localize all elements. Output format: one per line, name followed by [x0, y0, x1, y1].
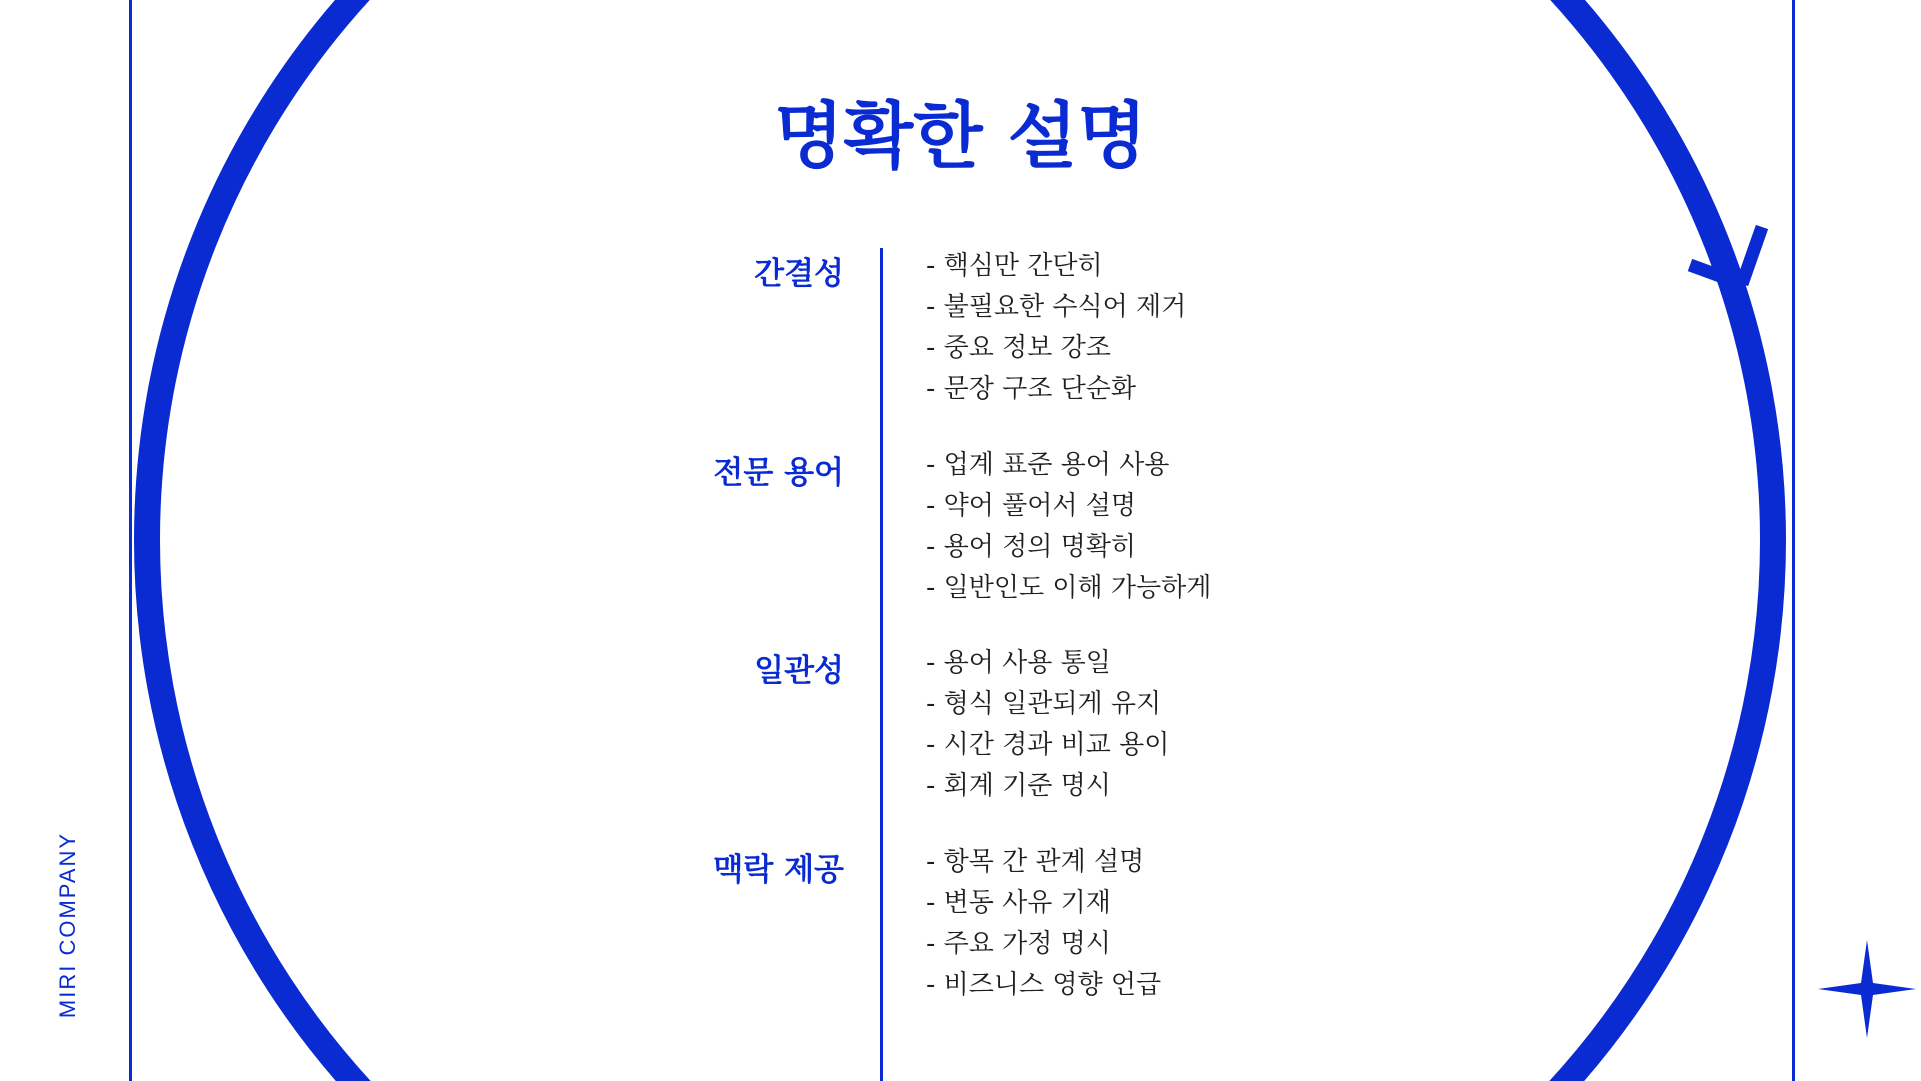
section-heading: 간결성	[754, 256, 844, 292]
list-item: - 주요 가정 명시	[926, 929, 1111, 959]
section-heading: 전문 용어	[713, 455, 844, 491]
list-item: - 용어 사용 통일	[926, 648, 1111, 678]
section-heading: 맥락 제공	[713, 852, 844, 888]
section-items	[926, 643, 1169, 807]
list-item: - 회계 기준 명시	[926, 771, 1111, 801]
section-items	[926, 842, 1161, 1006]
list-item: - 업계 표준 용어 사용	[926, 450, 1170, 480]
list-item: - 항목 간 관계 설명	[926, 847, 1145, 877]
list-item: - 일반인도 이해 가능하게	[926, 573, 1212, 603]
list-item: - 용어 정의 명확히	[926, 532, 1136, 562]
section-items	[926, 445, 1211, 609]
list-item: - 변동 사유 기재	[926, 888, 1111, 918]
brand-label: MIRI COMPANY	[55, 831, 80, 1019]
list-item: - 약어 풀어서 설명	[926, 491, 1136, 521]
column-divider	[880, 248, 883, 1081]
list-item: - 문장 구조 단순화	[926, 374, 1136, 404]
list-item: - 불필요한 수식어 제거	[926, 292, 1187, 322]
section-items	[926, 246, 1186, 410]
list-item: - 핵심만 간단히	[926, 251, 1103, 281]
sparkle-star-icon	[1818, 940, 1916, 1038]
page-title: 명확한 설명	[774, 94, 1147, 178]
list-item: - 형식 일관되게 유지	[926, 689, 1162, 719]
list-item: - 시간 경과 비교 용이	[926, 730, 1170, 760]
list-item: - 비즈니스 영향 언급	[926, 970, 1162, 1000]
list-item: - 중요 정보 강조	[926, 333, 1111, 363]
section-heading: 일관성	[754, 653, 844, 689]
